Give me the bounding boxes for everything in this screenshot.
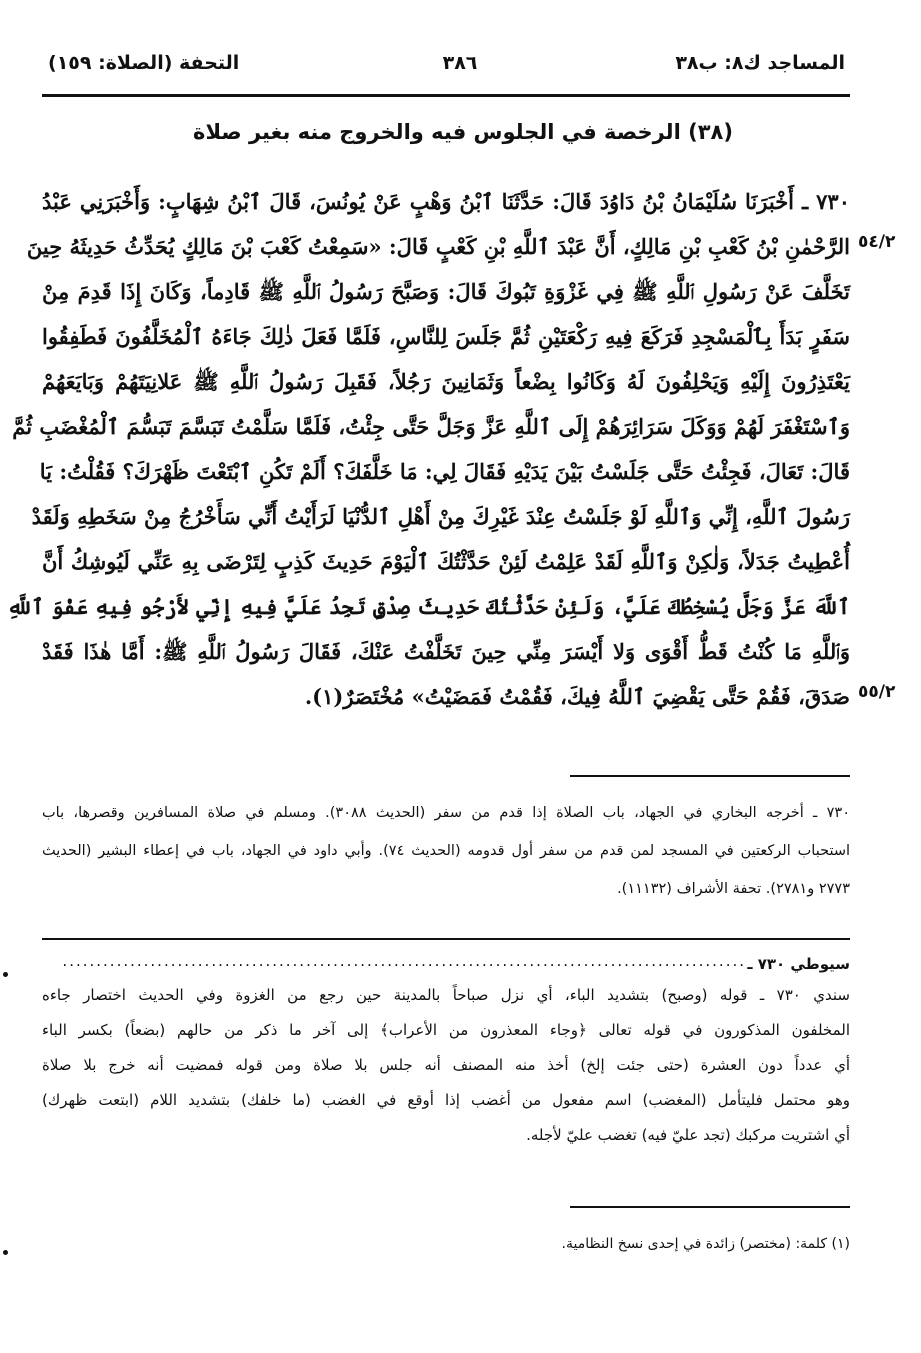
hadith-line: وَٱللَّهِ مَا كُنْتُ قَطُّ أَقْوَى وَلا أَيْسَرَ مِنِّي حِينَ تَخَلَّفْتُ عَنْكَ، فَقَالَ رَسُولُ ٱللَّهِ ﷺ: أَمَّا هٰذَا فَقَدْ xyxy=(42,639,850,664)
takhrij-line: ٧٣٠ ـ أخرجه البخاري في الجهاد، باب الصلاة إذا قدم من سفر (الحديث ٣٠٨٨). ومسلم في صلاة المسافرين وقصرها، باب xyxy=(42,805,850,821)
takhrij-line: استحباب الركعتين في المسجد لمن قدم من سفر أول قدومه (الحديث ٧٤). وأبي داود في الجهاد، باب في إعطاء البشير (الحديث xyxy=(42,843,850,859)
chapter-title: (٣٨) الرخصة في الجلوس فيه والخروج منه بغير صلاة xyxy=(193,120,733,144)
header-tuhfa-ref: التحفة (الصلاة: ١٥٩) xyxy=(48,52,240,74)
suyuti-label: سيوطي ٧٣٠ ـ xyxy=(747,955,850,973)
header-chapter-ref: المساجد ك٨: ب٣٨ xyxy=(675,52,845,74)
sindi-line: أي اشتريت مركبك (تجد عليّ فيه) تغضب عليّ لأجله. xyxy=(526,1126,850,1144)
hadith-line: سَفَرٍ بَدَأَ بِٱلْمَسْجِدِ فَرَكَعَ فِيهِ رَكْعَتَيْنِ ثُمَّ جَلَسَ لِلنَّاسِ، فَلَمَّا فَعَلَ ذٰلِكَ جَاءَهُ ٱلْمُخَلَّفُونَ فَطَفِقُوا xyxy=(42,324,851,349)
suyuti-dots: ..................................................................................................... xyxy=(62,952,746,970)
hadith-line: قَالَ: تَعَالَ، فَجِئْتُ حَتَّى جَلَسْتُ بَيْنَ يَدَيْهِ فَقَالَ لِي: مَا خَلَّفَكَ؟ أَلَمْ تَكُنِ ٱبْتَعْتَ ظَهْرَكَ؟ فَقُلْتُ: يَا xyxy=(39,459,850,484)
hadith-line: أُعْطِيتُ جَدَلاً، وَلٰكِنْ وَٱللَّهِ لَقَدْ عَلِمْتُ لَئِنْ حَدَّثْتُكَ ٱلْيَوْمَ حَدِيثَ كَذِبٍ لِتَرْضَى بِهِ عَنِّي لَيُوشِكُ أَنَّ xyxy=(42,549,850,574)
hadith-line: ٱللَّهَ عَزَّ وَجَلَّ يُسْخِطُكَ عَلَيَّ، وَلَئِنْ حَدَّثْتُكَ حَدِيثَ صِدْقٍ تَجِدُ عَلَيَّ فِيهِ إِنِّي لأَرْجُو فِيهِ عَفْوَ ٱللَّهِ xyxy=(7,594,850,619)
commentary-rule xyxy=(42,938,850,940)
takhrij-line: ٢٧٧٣ و٢٧٨١). تحفة الأشراف (١١١٣٢). xyxy=(617,881,850,897)
hadith-line: وَٱسْتَغْفَرَ لَهُمْ وَوَكَلَ سَرَائِرَهُمْ إِلَى ٱللَّهِ عَزَّ وَجَلَّ حَتَّى جِئْتُ، فَلَمَّا سَلَّمْتُ تَبَسَّمَ تَبَسُّمَ ٱلْمُغْضَبِ ثُمَّ xyxy=(12,414,850,439)
margin-ref: ٥٥/٢ xyxy=(858,682,896,702)
scan-speck xyxy=(3,972,8,977)
hadith-line: صَدَقَ، فَقُمْ حَتَّى يَقْضِيَ ٱللَّهُ فِيكَ، فَقُمْتُ فَمَضَيْتُ» مُخْتَصَرٌ(١). xyxy=(304,684,850,709)
sindi-line: وهو محتمل فليتأمل (المغضب) اسم مفعول من أغضب إذا أوقع في الغضب (ما خلفك) بتشديد اللام (ابتعت ظهرك) xyxy=(42,1091,850,1109)
scan-speck xyxy=(3,1250,8,1255)
hadith-line: يَعْتَذِرُونَ إِلَيْهِ وَيَحْلِفُونَ لَهُ وَكَانُوا بِضْعاً وَثَمَانِينَ رَجُلاً، فَقَبِلَ رَسُولُ ٱللَّهِ ﷺ عَلانِيَتَهُمْ وَبَايَعَهُمْ xyxy=(42,369,850,394)
hadith-line: الرَّحْمٰنِ بْنُ كَعْبِ بْنِ مَالِكٍ، أَنَّ عَبْدَ ٱللَّهِ بْنِ كَعْبٍ قَالَ: «سَمِعْتُ كَعْبَ بْنَ مَالِكٍ يُحَدِّثُ حَدِيثَهُ حِينَ xyxy=(26,234,850,259)
page-footnote: (١) كلمة: (مختصر) زائدة في إحدى نسخ النظامية. xyxy=(561,1236,850,1252)
page-footnote-separator xyxy=(570,1206,850,1208)
sindi-line: أي عدداً دون العشرة (حتى جئت إلخ) أخذ منه المصنف أنه جلس بلا صلاة ومن قوله فمضيت أنه خرج بلا صلاة xyxy=(42,1056,850,1074)
sindi-line: المخلفون المذكورون في قوله تعالى ﴿وجاء المعذرون من الأعراب﴾ إلى آخر ما ذكر من حالهم (بضعاً) بكسر الباء xyxy=(42,1021,850,1039)
sindi-line: سندي ٧٣٠ ـ قوله (وصبح) بتشديد الباء، أي نزل صباحاً بالمدينة حين رجع من الغزوة وفي الحديث اختصار جاءه xyxy=(42,986,850,1004)
header-rule xyxy=(42,94,850,97)
margin-ref: ٥٤/٢ xyxy=(858,232,896,252)
hadith-line: تَخَلَّفَ عَنْ رَسُولِ ٱللَّهِ ﷺ فِي غَزْوَةِ تَبُوكَ قَالَ: وَصَبَّحَ رَسُولُ ٱللَّهِ ﷺ قَادِماً، وَكَانَ إِذَا قَدِمَ مِنْ xyxy=(42,279,850,304)
hadith-line: ٧٣٠ ـ أَخْبَرَنَا سُلَيْمَانُ بْنُ دَاوُدَ قَالَ: حَدَّثَنَا ٱبْنُ وَهْبٍ عَنْ يُونُسَ، قَالَ ٱبْنُ شِهَابٍ: وَأَخْبَرَنِي عَبْدُ xyxy=(42,189,850,214)
page-number: ٣٨٦ xyxy=(442,52,478,74)
hadith-line: رَسُولَ ٱللَّهِ، إِنِّي وَٱللَّهِ لَوْ جَلَسْتُ عِنْدَ غَيْرِكَ مِنْ أَهْلِ ٱلدُّنْيَا لَرَأَيْتُ أَنِّي سَأَخْرُجُ مِنْ سَخَطِهِ وَلَقَدْ xyxy=(31,504,850,529)
footnote-separator xyxy=(570,775,850,777)
